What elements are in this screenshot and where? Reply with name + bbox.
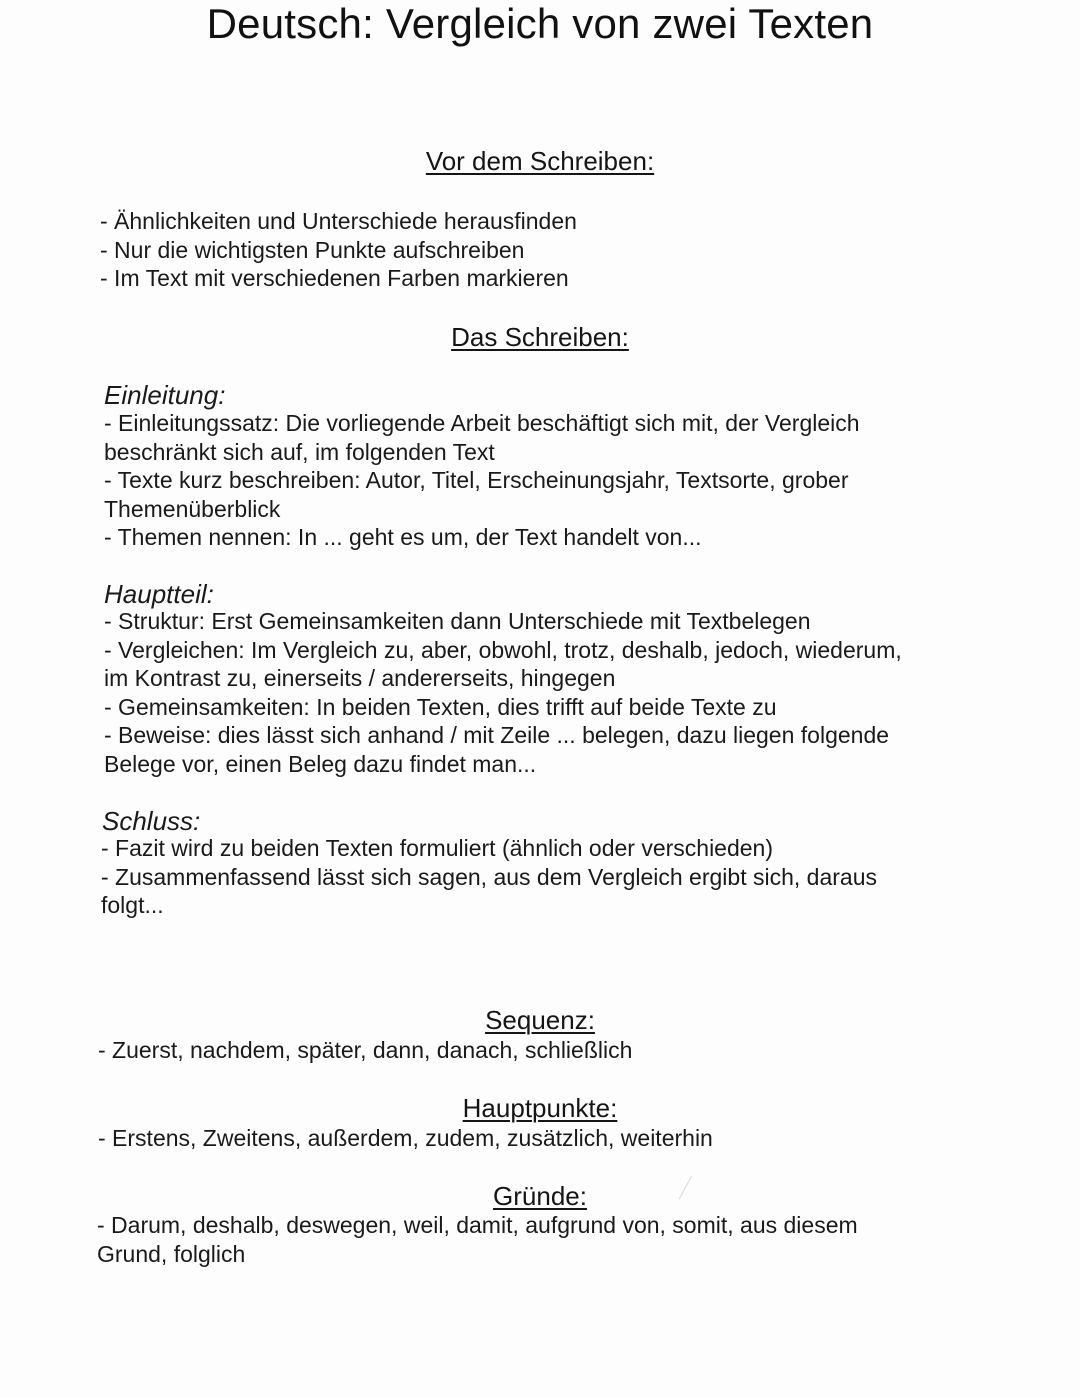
heading-sequenz: Sequenz:: [485, 1005, 595, 1035]
section-schluss: [101, 834, 877, 920]
text-line: beschränkt sich auf, im folgenden Text: [104, 438, 495, 465]
section-hauptpunkte: [98, 1124, 713, 1153]
text-line: Grund, folglich: [97, 1240, 246, 1267]
heading-das-schreiben: Das Schreiben:: [451, 322, 629, 352]
text-line: folgt...: [101, 892, 164, 918]
text-line: - Zuerst, nachdem, später, dann, danach, schließlich: [98, 1037, 633, 1063]
section-gruende: [97, 1211, 858, 1268]
section-einleitung: [104, 409, 860, 552]
text-line: - Struktur: Erst Gemeinsamkeiten dann Unterschiede mit Textbelegen: [104, 608, 811, 634]
text-line: - Beweise: dies lässt sich anhand / mit Zeile ... belegen, dazu liegen folgende: [104, 722, 890, 748]
subheading-einleitung: Einleitung:: [104, 380, 226, 410]
text-line: - Erstens, Zweitens, außerdem, zudem, zusätzlich, weiterhin: [98, 1125, 713, 1151]
text-line: - Vergleichen: Im Vergleich zu, aber, obwohl, trotz, deshalb, jedoch, wiederum,: [104, 636, 902, 663]
text-line: - Einleitungssatz: Die vorliegende Arbeit beschäftigt sich mit, der Vergleich: [104, 410, 860, 436]
list-vor-dem-schreiben: [100, 207, 577, 293]
section-hauptteil: [104, 607, 902, 778]
text-line: - Gemeinsamkeiten: In beiden Texten, dies trifft auf beide Texte zu: [104, 693, 777, 720]
list-item: - Im Text mit verschiedenen Farben markieren: [100, 265, 569, 291]
section-sequenz: [98, 1036, 632, 1065]
heading-vor-dem-schreiben: Vor dem Schreiben:: [425, 146, 655, 176]
text-line: - Fazit wird zu beiden Texten formuliert (ähnlich oder verschieden): [101, 835, 773, 861]
text-line: - Themen nennen: In ... geht es um, der Text handelt von...: [104, 524, 702, 550]
page-title: Deutsch: Vergleich von zwei Texten: [206, 0, 874, 47]
heading-hauptpunkte: Hauptpunkte:: [462, 1093, 618, 1123]
list-item: - Nur die wichtigsten Punkte aufschreiben: [100, 236, 525, 263]
text-line: - Zusammenfassend lässt sich sagen, aus dem Vergleich ergibt sich, daraus: [101, 863, 877, 890]
text-line: Themenüberblick: [104, 495, 281, 522]
list-item: - Ähnlichkeiten und Unterschiede herausfinden: [100, 208, 577, 234]
text-line: - Darum, deshalb, deswegen, weil, damit, aufgrund von, somit, aus diesem: [97, 1212, 858, 1238]
text-line: Belege vor, einen Beleg dazu findet man...: [104, 750, 537, 777]
text-line: - Texte kurz beschreiben: Autor, Titel, Erscheinungsjahr, Textsorte, grober: [104, 467, 849, 493]
heading-gruende: Gründe:: [493, 1181, 587, 1211]
text-line: im Kontrast zu, einerseits / andererseits, hingegen: [104, 665, 616, 691]
subheading-hauptteil: Hauptteil:: [104, 579, 214, 609]
subheading-schluss: Schluss:: [102, 806, 201, 836]
